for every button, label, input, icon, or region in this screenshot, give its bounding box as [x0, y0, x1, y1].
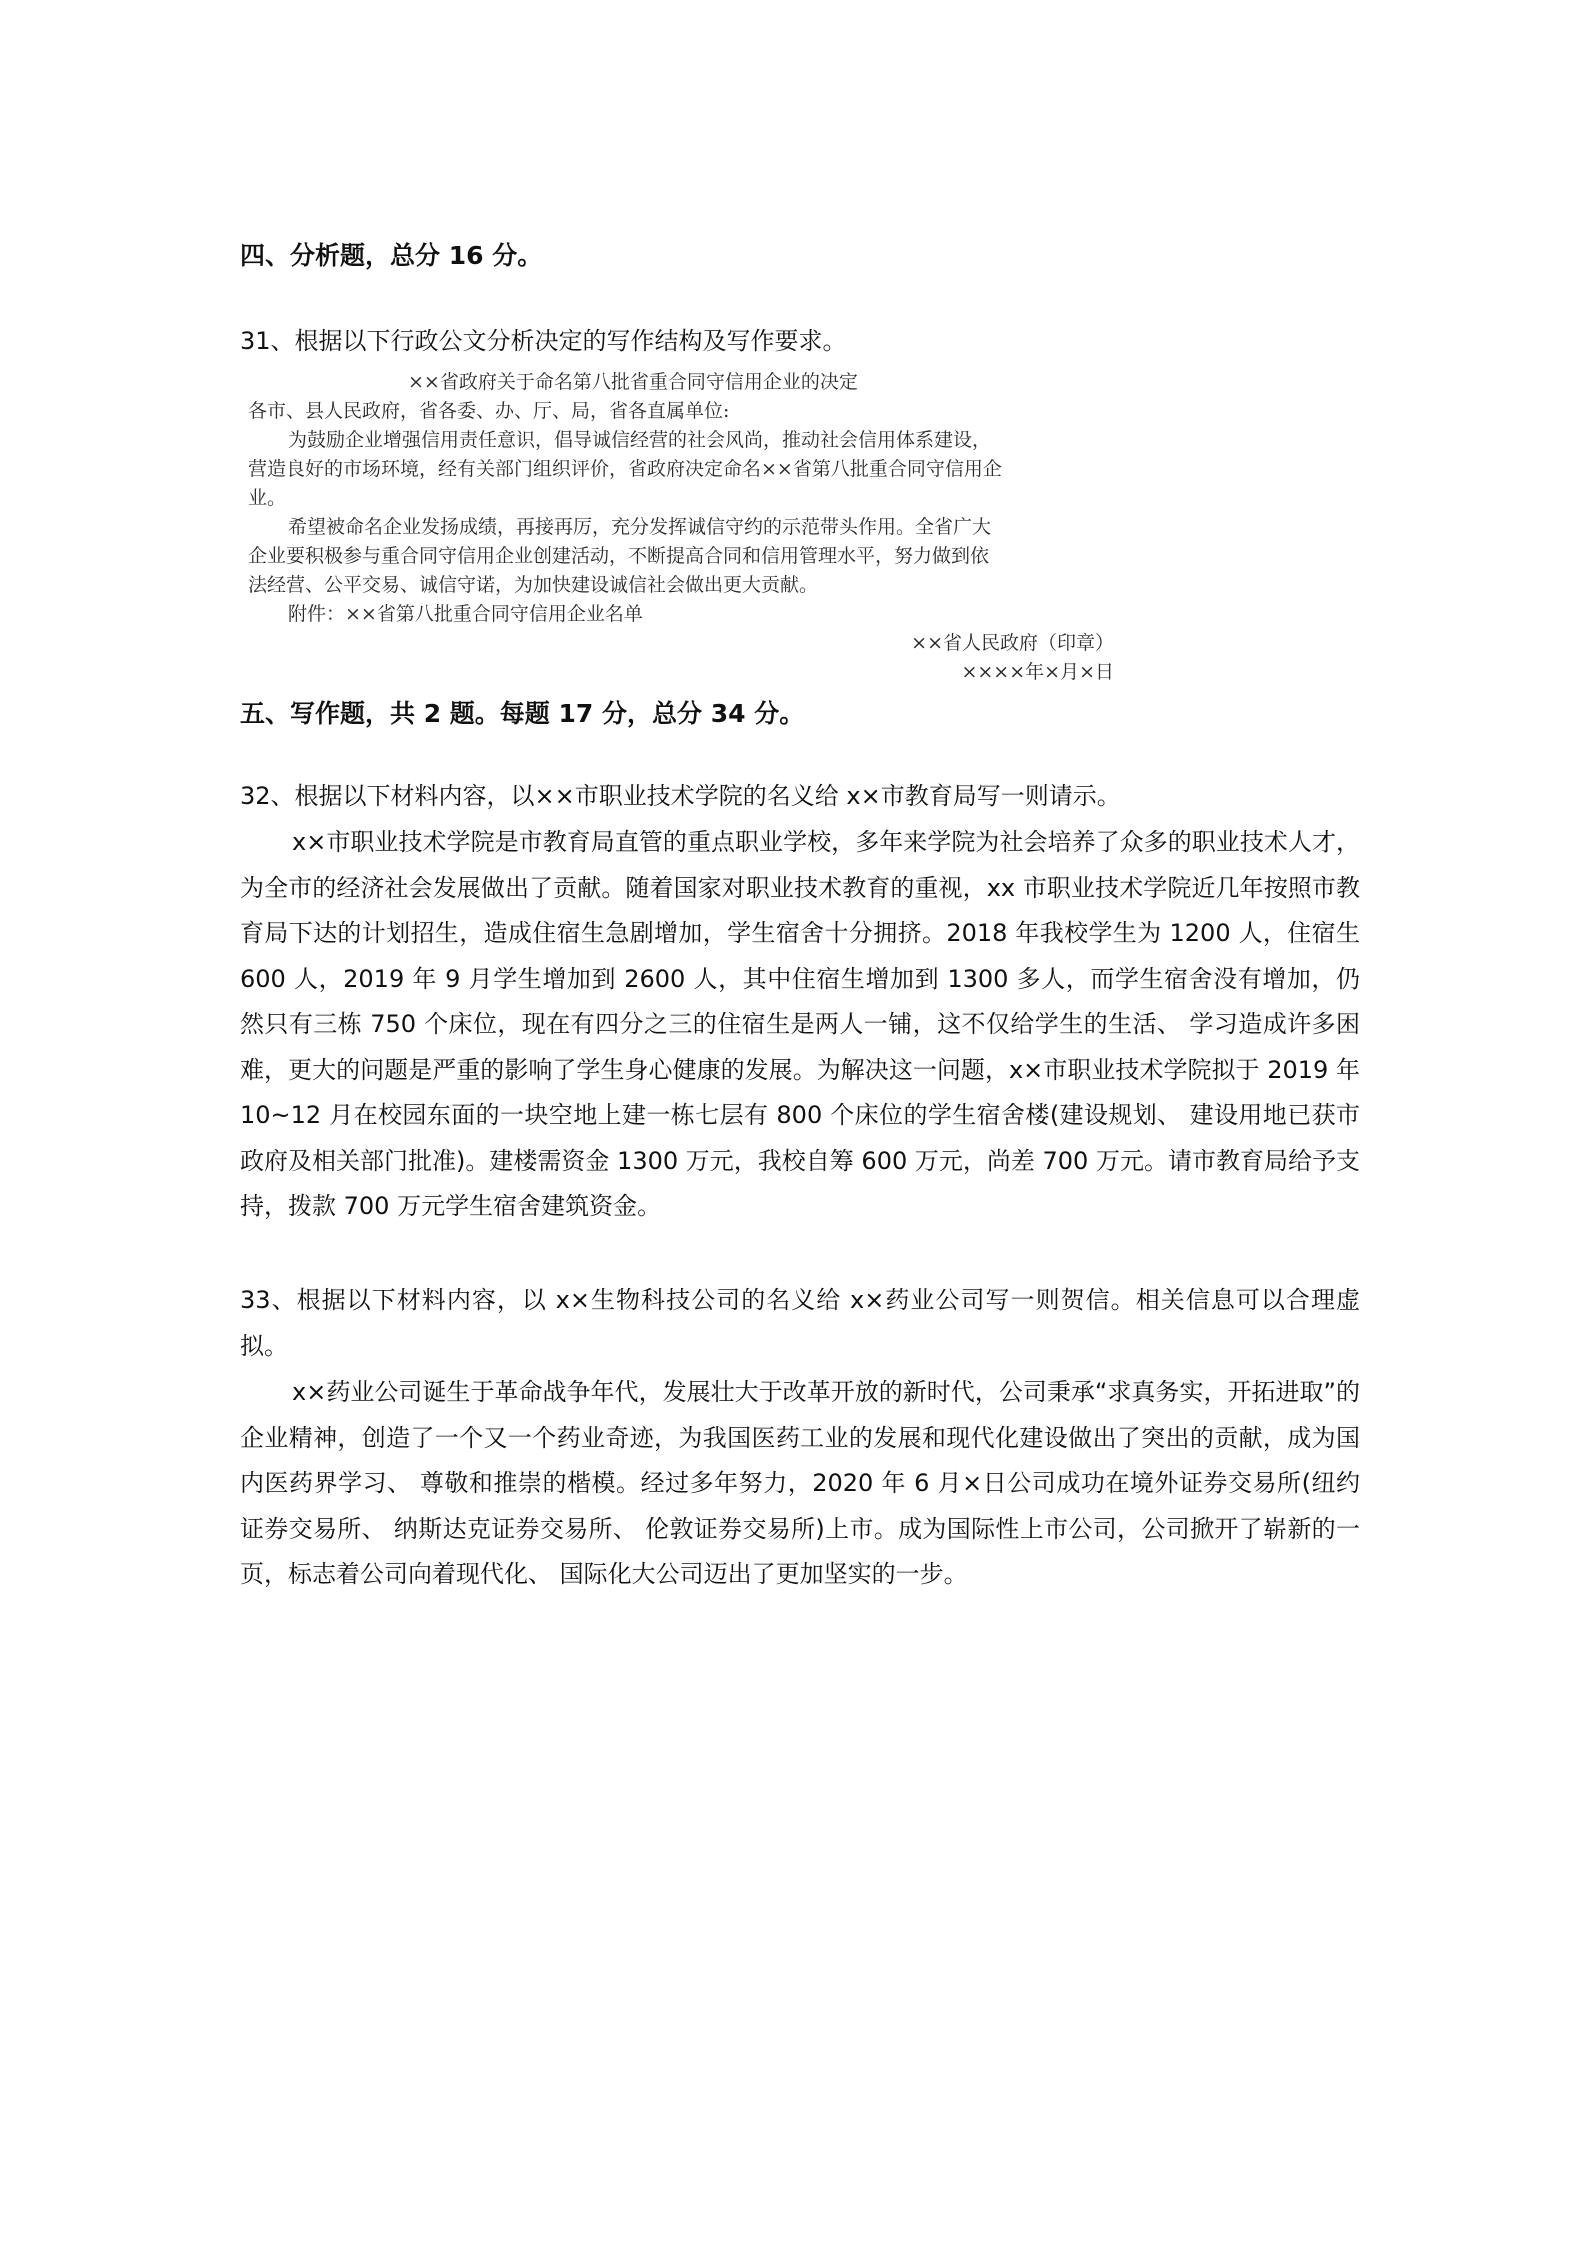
section-5-heading: 五、写作题，共 2 题。每题 17 分，总分 34 分。 [240, 699, 805, 728]
scan-doc-addressee: 各市、县人民政府，省各委、办、厅、局，省各直属单位: [248, 400, 730, 422]
scan-doc-signature: ××省人民政府（印章） [911, 632, 1114, 654]
question-32-prompt: 32、根据以下材料内容，以××市职业技术学院的名义给 x×市教育局写一则请示。 [240, 782, 1121, 810]
scan-doc-para2-line3: 法经营、公平交易、诚信守诺，为加快建设诚信社会做出更大贡献。 [248, 574, 819, 596]
scan-doc-para1-line3: 业。 [248, 487, 287, 509]
scan-doc-title: ××省政府关于命名第八批省重合同守信用企业的决定 [408, 371, 858, 393]
question-32-material: x×市职业技术学院是市教育局直管的重点职业学校，多年来学院为社会培养了众多的职业技术人才，为全市的经济社会发展做出了贡献。随着国家对职业技术教育的重视，xx 市职业技术学院近几年按照市教育局下达的计划招生，造成住宿生急剧增加，学生宿舍十分拥挤。2018 年我校学生为 1200 人，住宿生 600 人，2019 年 9 月学生增加到 2600 人，其中住宿生增加到 1300 多人，而学生宿舍没有增加，仍然只有三栋 750 个床位，现在有四分之三的住宿生是两人一铺，这不仅给学生的生活、 学习造成许多困难，更大的问题是严重的影响了学生身心健康的发展。为解决这一问题，x×市职业技术学院拟于 2019 年 10~12 月在校园东面的一块空地上建一栋七层有 800 个床位的学生宿舍楼(建设规划、 建设用地已获市政府及相关部门批准)。建楼需资金 1300 万元，我校自筹 600 万元，尚差 700 万元。请市教育局给予支持，拨款 700 万元学生宿舍建筑资金。 [240, 828, 1360, 1220]
question-31-prompt: 31、根据以下行政公文分析决定的写作结构及写作要求。 [240, 327, 847, 355]
scanned-official-document [248, 368, 1128, 688]
section-4-heading: 四、分析题，总分 16 分。 [240, 241, 543, 270]
scan-doc-para2-line2: 企业要积极参与重合同守信用企业创建活动，不断提高合同和信用管理水平，努力做到依 [248, 545, 990, 567]
scan-doc-para1-line2: 营造良好的市场环境，经有关部门组织评价，省政府决定命名××省第八批重合同守信用企 [248, 458, 1002, 480]
question-33-material: x×药业公司诞生于革命战争年代，发展壮大于改革开放的新时代，公司秉承“求真务实，开拓进取”的企业精神，创造了一个又一个药业奇迹，为我国医药工业的发展和现代化建设做出了突出的贡献，成为国内医药界学习、 尊敬和推崇的楷模。经过多年努力，2020 年 6 月×日公司成功在境外证券交易所(纽约证券交易所、 纳斯达克证券交易所、 伦敦证券交易所)上市。成为国际性上市公司，公司掀开了崭新的一页，标志着公司向着现代化、 国际化大公司迈出了更加坚实的一步。 [240, 1378, 1360, 1588]
scan-doc-date: ××××年×月×日 [961, 661, 1114, 683]
scan-doc-attachment: 附件：××省第八批重合同守信用企业名单 [288, 603, 643, 625]
scan-doc-para2-line1: 希望被命名企业发扬成绩，再接再厉，充分发挥诚信守约的示范带头作用。全省广大 [288, 516, 992, 538]
scan-doc-para1-line1: 为鼓励企业增强信用责任意识，倡导诚信经营的社会风尚，推动社会信用体系建设， [288, 429, 992, 451]
question-33-prompt: 33、根据以下材料内容，以 x×生物科技公司的名义给 x×药业公司写一则贺信。相关信息可以合理虚拟。 [240, 1286, 1360, 1360]
